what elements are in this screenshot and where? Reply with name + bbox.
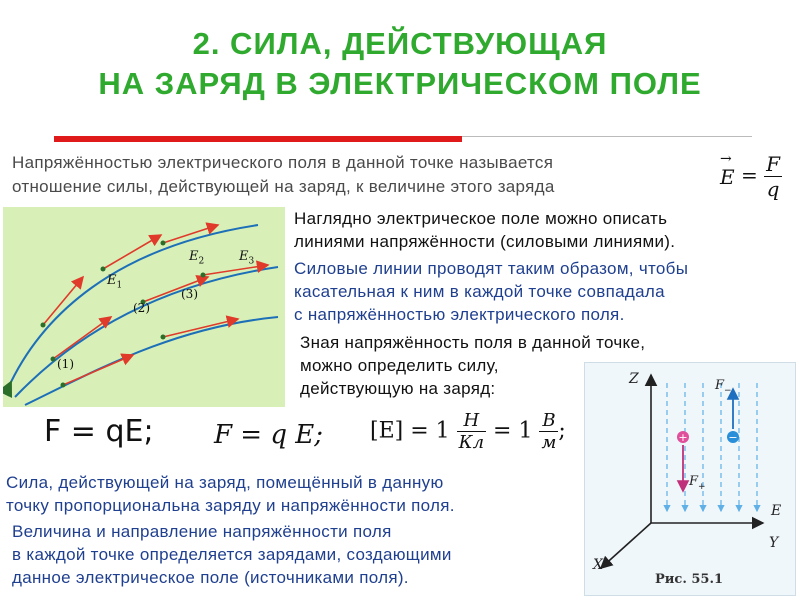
field-lines	[667, 383, 757, 511]
formula-eq: =	[740, 163, 758, 187]
field-lines-line-2: касательная к ним в каждой точке совпадала	[294, 282, 665, 301]
definition-line-2: отношение силы, действующей на заряд, к величине этого заряда	[12, 177, 555, 196]
formula-denominator: q	[766, 177, 780, 201]
axis-x-label: X	[593, 557, 603, 573]
proportional-line-1: Сила, действующей на заряд, помещённый в данную	[6, 473, 444, 492]
formula-units: [E] = 1 $\frac{Н}{Кл}$ = 1 $\frac{В}{м}$ ;	[370, 410, 566, 453]
field-lines-diagram	[3, 207, 285, 407]
knowing-line-1: Зная напряжённость поля в данной точке,	[300, 333, 646, 352]
knowing-line-3: действующую на заряд:	[300, 379, 496, 398]
axis-z-label: Z	[629, 371, 639, 387]
figure-caption: Рис. 55.1	[655, 572, 724, 587]
figure-55-1-svg	[585, 363, 795, 595]
force-minus-label: F	[715, 378, 725, 393]
formula-numerator: F	[766, 152, 780, 176]
axis-y-label: Y	[769, 535, 779, 551]
label-e2: $E_2$	[189, 249, 205, 267]
negative-sign: −	[728, 431, 738, 444]
vector-arrow-icon: →	[720, 150, 732, 167]
visual-line-2: линиями напряжённости (силовыми линиями).	[294, 232, 676, 251]
field-point	[61, 383, 66, 388]
label-e1: $E_1$	[107, 273, 123, 291]
axis-x	[601, 523, 651, 568]
figure-55-1	[584, 362, 796, 596]
proportional-line-2: точку пропорциональна заряду и напряжённости поля.	[6, 496, 455, 515]
accent-rule	[54, 136, 462, 142]
field-lines-line-3: с напряжённостью электрического поля.	[294, 305, 625, 324]
field-point	[41, 323, 46, 328]
divider-rule	[462, 136, 752, 137]
field-point	[51, 357, 56, 362]
label-e3: $E_3$	[239, 249, 255, 267]
knowing-line-2: можно определить силу,	[300, 356, 499, 375]
force-plus-sub: +	[698, 482, 706, 492]
formula-f-qe-2: F = q E;	[214, 420, 324, 450]
label-point-1: (1)	[57, 357, 74, 371]
force-plus-label: F	[689, 474, 699, 489]
page-title-line-1: 2. СИЛА, ДЕЙСТВУЮЩАЯ	[192, 26, 608, 61]
field-point	[201, 273, 206, 278]
label-point-3: (3)	[181, 287, 198, 301]
formula-f-qe-1: F = qE;	[44, 414, 154, 449]
page-title-line-2: НА ЗАРЯД В ЭЛЕКТРИЧЕСКОМ ПОЛЕ	[98, 66, 702, 101]
field-point	[161, 241, 166, 246]
sources-line-1: Величина и направление напряжённости поля	[12, 522, 392, 541]
sources-line-2: в каждой точке определяется зарядами, создающими	[12, 545, 452, 564]
field-point	[101, 267, 106, 272]
formula-lhs: E	[720, 164, 735, 189]
field-point	[161, 335, 166, 340]
force-minus-sub: −	[724, 386, 732, 396]
field-lines-line-1: Силовые линии проводят таким образом, чтобы	[294, 259, 689, 278]
sources-line-3: данное электрическое поле (источниками поля).	[12, 568, 409, 587]
definition-formula	[720, 152, 782, 201]
positive-sign: +	[678, 431, 688, 444]
visual-line-1: Наглядно электрическое поле можно описать	[294, 209, 668, 228]
field-e-label: E	[771, 503, 782, 519]
definition-line-1: Напряжённостью электрического поля в данной точке называется	[12, 153, 554, 172]
label-point-2: (2)	[133, 301, 150, 315]
